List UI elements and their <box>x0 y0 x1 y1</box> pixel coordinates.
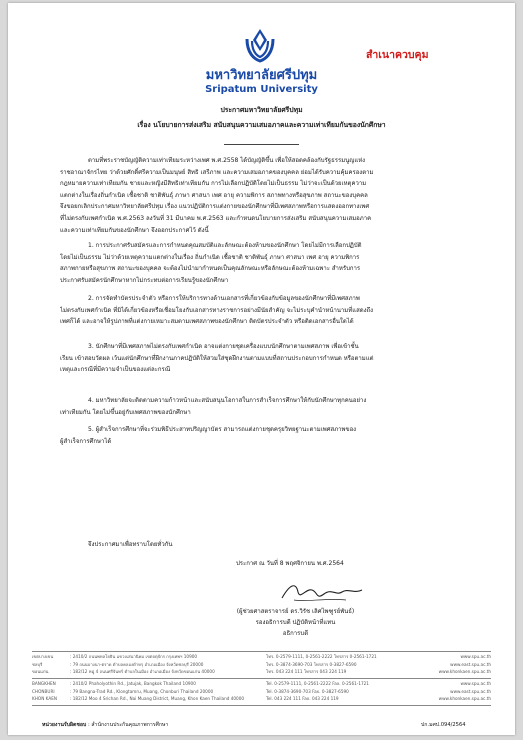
campus-name: KHON KAEN <box>32 696 57 701</box>
intro-line: จึงขอยกเลิกประกาศมหาวิทยาลัยศรีปทุม เรื่อง แนวปฏิบัติการแต่งกายของนักศึกษาที่มีเพศสภาพหรือการแสดงออกทางเพศ <box>60 203 370 211</box>
signer-title: อธิการบดี <box>282 630 309 637</box>
campus-phone: Tel. 0-2579-1111, 0-2561-2222 Fax. 0-2561-1721 <box>266 681 369 686</box>
clause-line: 1. การประกาศรับสมัครและการกำหนดคุณสมบัติและลักษณะต้องห้ามของนักศึกษา โดยไม่มีการเลือกปฏิบัติ <box>88 242 362 249</box>
campus-address: : 79 ถนนบางนา-ตราด ตำบลคลองตำหรุ อำเภอเมือง จังหวัดชลบุรี 20000 <box>70 661 204 667</box>
clause-2 <box>60 293 480 328</box>
clause-line: ผู้สำเร็จการศึกษาได้ <box>60 437 112 445</box>
announcement-subject: เรื่อง นโยบายการส่งเสริม สนับสนุนความเสมอภาคและความเท่าเทียมกันของนักศึกษา <box>137 121 386 129</box>
clause-line: 2. การจัดทำบัตรประจำตัว หรือการให้บริการทางด้านเอกสารที่เกี่ยวข้องกับข้อมูลของนักศึกษาที่มีเพศสภาพ <box>88 295 360 302</box>
clause-line: 4. มหาวิทยาลัยจะติดตามความก้าวหน้าและสนับสนุนโอกาสในการสำเร็จการศึกษาให้กับนักศึกษาทุกคนอย่าง <box>88 397 367 404</box>
closing-statement: จึงประกาศมาเพื่อทราบโดยทั่วกัน <box>88 541 173 548</box>
clause-line: 5. ผู้สำเร็จการศึกษาที่จะร่วมพิธีประสาทปริญญาบัตร สามารถแต่งกายชุดครุยวิทยฐานะตามเพศสภาพของ <box>88 426 357 433</box>
footer-divider <box>32 678 491 679</box>
footer-divider <box>32 705 491 706</box>
intro-line: ที่ไม่ตรงกับเพศกำเนิด พ.ศ.2563 ลงวันที่ 31 มีนาคม พ.ศ.2563 และกำหนดนโยบายการส่งเสริม สนับสนุนความเสมอภาค <box>60 214 372 222</box>
intro-paragraph <box>60 155 480 236</box>
campus-website: www.spu.ac.th <box>460 681 491 686</box>
intro-line: และความเท่าเทียมกันของนักศึกษา จึงออกประกาศไว้ ดังนี้ <box>60 226 209 234</box>
university-logo <box>244 27 276 63</box>
campus-website: www.east.spu.ac.th <box>450 661 491 667</box>
campus-address: : 79 Bangna-Trad Rd., Klongtamru, Muang, Chonburi Thailand 20000 <box>70 688 214 694</box>
document-code: ปก.มศป.094/2564 <box>421 722 466 728</box>
campus-row <box>32 653 491 661</box>
responsible-department <box>42 721 168 729</box>
campus-list-thai <box>32 653 491 676</box>
campus-name: เขตบางเขน <box>32 654 54 659</box>
campus-name: BANGKHEN <box>32 681 56 686</box>
campus-website: www.spu.ac.th <box>460 654 491 659</box>
campus-name: ขอนแก่น <box>32 669 49 674</box>
controlled-copy-stamp: สำเนาควบคุม <box>366 49 429 61</box>
campus-row <box>32 695 491 703</box>
clause-3 <box>60 341 480 376</box>
campus-row <box>32 668 491 676</box>
footer-divider <box>32 651 491 652</box>
intro-line: แตกต่างในเรื่องถิ่นกำเนิด เชื้อชาติ ชาติพันธุ์ ภาษา ศาสนา เพศ อายุ ความพิการ สภาพทางหรือสุขภาพ สถานะของบุคคล <box>60 191 368 199</box>
handwritten-signature <box>276 578 366 606</box>
title-divider <box>224 144 299 145</box>
campus-address: : 182/12 หมู่ 4 ถนนศรีจันทร์ ตำบลในเมือง อำเภอเมือง จังหวัดขอนแก่น 40000 <box>70 669 215 674</box>
campus-row <box>32 680 491 688</box>
campus-address: : 2410/2 Phaholyothin Rd., Jatujak, Bangkok Thailand 10900 <box>70 681 196 686</box>
clause-line: สภาพกายหรือสุขภาพ สถานะของบุคคล จะต้องไม่นำมากำหนดเป็นคุณลักษณะหรือลักษณะต้องห้ามเฉพาะ สำหรับการ <box>60 265 361 273</box>
clause-line: 3. นักศึกษาที่มีเพศสภาพไม่ตรงกับเพศกำเนิด อาจแต่งกายชุดเครื่องแบบนักศึกษาตามเพศสภาพ เพื่อเข้าชั้น <box>88 343 359 350</box>
university-name-english: Sripatum University <box>205 84 318 95</box>
campus-phone: โทร. 0-2579-1111, 0-2561-2222 โทรสาร 0-2561-1721 <box>266 654 377 659</box>
document-page <box>8 3 515 735</box>
campus-website: www.khonkaen.spu.ac.th <box>438 669 491 674</box>
clause-line: ประกาศรับสมัครนักศึกษาหากไม่กระทบต่อการเรียนรู้ของนักศึกษา <box>60 276 229 284</box>
clause-line: เรียน เข้าสอบวัดผล เว้นแต่นักศึกษาที่ฝึกงานภาคปฏิบัติให้สวมใส่ชุดฝึกงานตามแบบที่สถานประกอบการกำหนด หรือตามแต่ <box>60 354 374 362</box>
university-name-thai: มหาวิทยาลัยศรีปทุม <box>205 68 318 83</box>
department-label: หน่วยงานรับผิดชอบ <box>42 722 87 728</box>
campus-row <box>32 688 491 696</box>
campus-phone: Tel. 0-3874-3690-703 Fax. 0-3827-6590 <box>266 688 349 694</box>
signer-name: (ผู้ช่วยศาสตราจารย์ ดร.วิรัช เลิศไพฑูรย์พันธ์) <box>236 608 355 615</box>
clause-line: เท่าเทียมกัน โดยไม่ขึ้นอยู่กับเพศสภาพของนักศึกษา <box>60 408 191 416</box>
campus-address: : 182/12 Moo 4 Srichan Rd., Nai Muang District, Muang, Khon Kaen Thailand 40000 <box>70 696 245 701</box>
clause-4 <box>60 395 480 418</box>
intro-line: ตามที่พระราชบัญญัติความเท่าเทียมระหว่างเพศ พ.ศ.2558 ได้บัญญัติขึ้น เพื่อให้สอดคล้องกับรัฐธรรมนูญแห่ง <box>88 157 366 164</box>
campus-address: : 2410/2 ถนนพหลโยธิน แขวงเสนานิคม เขตจตุจักร กรุงเทพฯ 10900 <box>70 654 198 659</box>
campus-website: www.khonkaen.spu.ac.th <box>438 696 491 701</box>
clause-line: เพศก็ได้ และอาจให้รูปภาพที่แต่งกายเหมาะสมตามเพศสภาพของนักศึกษา ติดบัตรประจำตัว หรือติดเอกสารอื่นใดได้ <box>60 318 354 326</box>
announcement-title: ประกาศมหาวิทยาลัยศรีปทุม <box>220 106 303 114</box>
intro-line: กฎหมายความเท่าเทียมกัน ชายและหญิงมีสิทธิเท่าเทียมกัน การไม่เลือกปฏิบัติโดยไม่เป็นธรรม ไม่ว่าจะเป็นด้วยเหตุความ <box>60 180 367 188</box>
department-value: : สำนักงานประกันคุณภาพการศึกษา <box>86 722 169 728</box>
campus-phone: โทร. 0-3874-3690-703 โทรสาร 0-3827-6590 <box>266 661 357 667</box>
campus-name: ชลบุรี <box>32 661 43 667</box>
campus-phone: Tel. 043 224 111 Fax. 043 224 119 <box>266 696 339 701</box>
campus-list-english <box>32 680 491 703</box>
campus-row <box>32 661 491 669</box>
campus-phone: โทร. 043 224 111 โทรสาร 043 224 119 <box>266 669 347 674</box>
intro-line: ราชอาณาจักรไทย ว่าด้วยศักดิ์ศรีความเป็นมนุษย์ สิทธิ เสรีภาพ และความเสมอภาคของบุคคล ย่อมได้รับความคุ้มครองตาม <box>60 168 374 176</box>
issue-date: ประกาศ ณ วันที่ 8 พฤศจิกายน พ.ศ.2564 <box>236 560 344 567</box>
clause-line: โดยไม่เป็นธรรม ไม่ว่าด้วยเหตุความแตกต่างในเรื่อง ถิ่นกำเนิด เชื้อชาติ ชาติพันธุ์ ภาษา ศาสนา เพศ อายุ ความพิการ <box>60 253 360 261</box>
clause-5 <box>60 424 480 447</box>
campus-name: CHONBURI <box>32 688 55 694</box>
campus-website: www.east.spu.ac.th <box>450 688 491 694</box>
clause-line: ไม่ตรงกับเพศกำเนิด ที่มิได้เกี่ยวข้องหรือเชื่อมโยงกับเอกสารทางราชการอย่างมีนัยสำคัญ จะไม่ระบุคำนำหน้านามที่แสดงถึง <box>60 306 374 314</box>
clause-1 <box>60 240 480 286</box>
clause-line: เหตุและกรณีที่มีความจำเป็นของแต่ละกรณี <box>60 366 171 374</box>
signer-position: รองอธิการบดี ปฏิบัติหน้าที่แทน <box>255 619 336 626</box>
